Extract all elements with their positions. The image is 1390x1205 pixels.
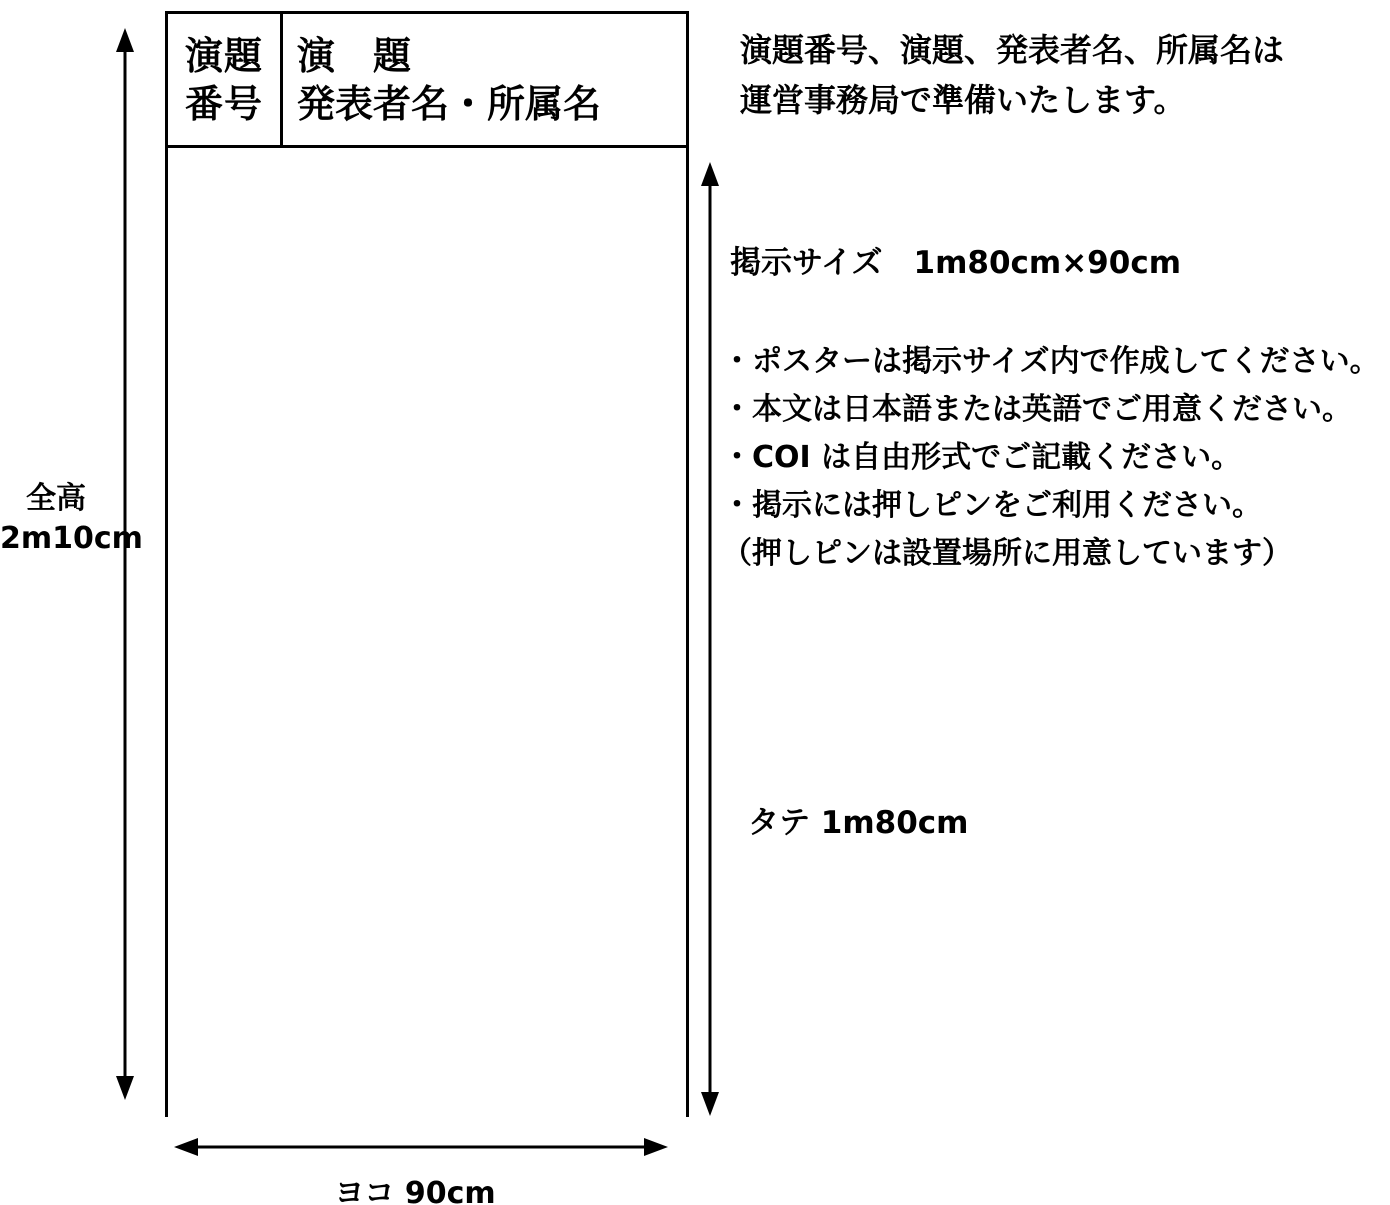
title-author-cell [283,14,686,145]
abstract-number-cell [168,14,283,145]
instruction-item-language: ・本文は日本語または英語でご用意ください。 [722,392,1352,427]
total-height-label-line2: 2m10cm [0,521,143,556]
poster-display-area [168,148,686,1117]
abstract-number-label-line2: 番号 [184,81,263,126]
poster-height-label: タテ 1m80cm [748,805,969,841]
instruction-list [722,338,1380,578]
instruction-item-coi: ・COI は自由形式でご記載ください。 [722,440,1242,475]
instruction-item-pins: ・掲示には押しピンをご利用ください。 [722,488,1262,523]
total-height-label [0,479,143,559]
preparation-note-line1: 演題番号、演題、発表者名、所属名は [740,31,1285,69]
abstract-number-label-line1: 演題 [184,33,263,78]
poster-board-header [168,14,686,148]
poster-width-label: ヨコ 90cm [334,1176,496,1205]
total-height-label-line1: 全高 [26,481,86,516]
total-height-arrow [116,28,134,1100]
preparation-note [740,25,1284,125]
title-label: 演 題 [297,33,412,78]
preparation-note-line2: 運営事務局で準備いたします。 [740,81,1186,119]
poster-board [165,11,689,1117]
poster-height-arrow [701,162,719,1116]
poster-width-arrow [174,1138,668,1156]
display-size-note: 掲示サイズ 1m80cm×90cm [730,245,1182,281]
instruction-item-poster-size: ・ポスターは掲示サイズ内で作成してください。 [722,344,1380,379]
author-affiliation-label: 発表者名・所属名 [297,81,602,126]
instruction-item-pins-note: （押しピンは設置場所に用意しています） [722,536,1292,571]
